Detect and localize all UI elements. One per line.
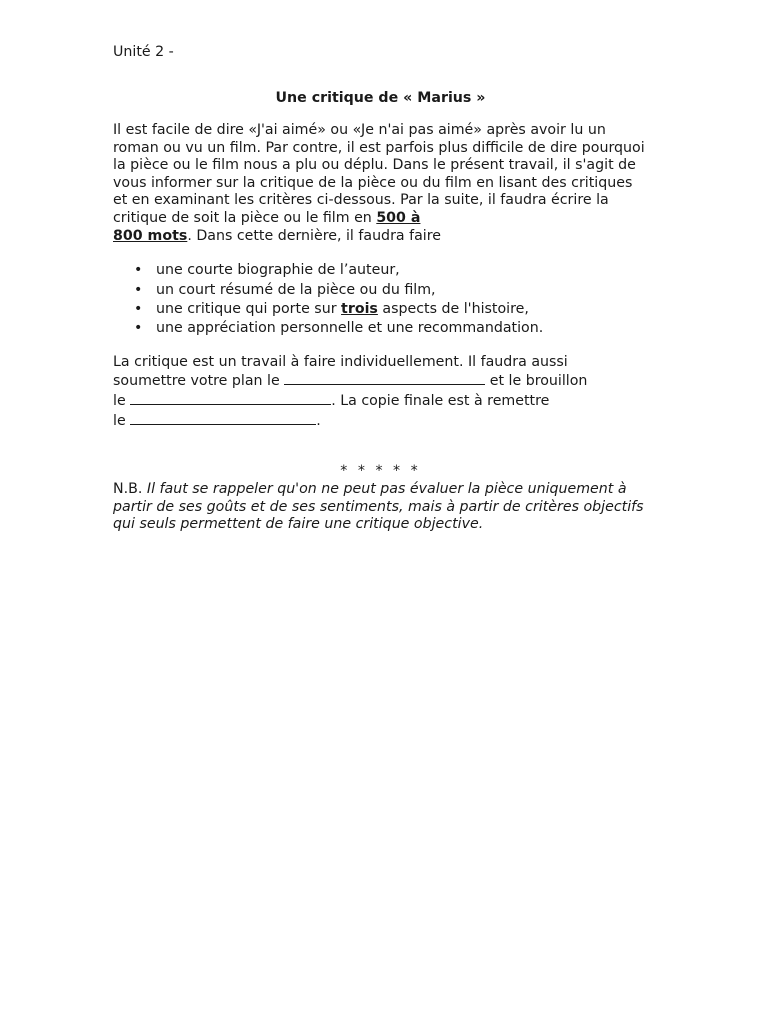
plan-text-end: et le brouillon <box>485 373 588 390</box>
separator-stars: * * * * * <box>340 463 421 480</box>
list-item <box>134 300 648 319</box>
draft-text-end: . La copie finale est à remettre <box>331 392 550 409</box>
intro-text-end: . Dans cette dernière, il faudra faire <box>187 227 441 244</box>
bullet-icon: • <box>134 262 143 279</box>
emphasis-trois: trois <box>341 300 378 317</box>
work-line-1: La critique est un travail à faire individuellement. Il faudra aussi <box>113 353 568 370</box>
list-item-text-end: aspects de l'histoire, <box>377 300 529 317</box>
document-title: Une critique de « Marius » <box>275 90 486 106</box>
document-page <box>113 44 648 534</box>
bullet-icon: • <box>134 320 143 337</box>
unit-label: Unité 2 - <box>113 44 174 60</box>
list-item <box>134 319 648 338</box>
list-item <box>134 281 648 300</box>
draft-text: le <box>113 392 131 409</box>
final-text: le <box>113 412 131 429</box>
bullet-icon: • <box>134 300 143 317</box>
list-item <box>134 261 648 280</box>
draft-date-blank[interactable] <box>130 391 331 405</box>
nb-paragraph <box>113 481 648 534</box>
nb-label: N.B. <box>113 481 147 498</box>
list-item-text: une courte biographie de l’auteur, <box>156 262 400 279</box>
plan-text: soumettre votre plan le <box>113 373 285 390</box>
intro-text: Il est facile de dire «J'ai aimé» ou «Je n'ai pas aimé» après avoir lu un roman ou vu un film. Par contre, il est parfois plus difficile de dire pourquoi la pièce ou le film nous a plu ou déplu. Dans le présent travail, il s'agit de vous informer sur la critique de la pièce ou du film en lisant des critiques et en examinant les critères ci-dessous. Par la suite, il faudra écrire la critique de soit la pièce ou le film en <box>113 122 645 226</box>
final-date-blank[interactable] <box>130 411 316 425</box>
plan-date-blank[interactable] <box>284 371 485 385</box>
list-item-text: une appréciation personnelle et une recommandation. <box>156 320 544 337</box>
list-item-text: une critique qui porte sur <box>156 300 342 317</box>
bullet-icon: • <box>134 281 143 298</box>
intro-paragraph <box>113 122 648 245</box>
criteria-list <box>113 261 648 339</box>
nb-text: Il faut se rappeler qu'on ne peut pas évaluer la pièce uniquement à partir de ses goûts et de ses sentiments, mais à partir de critères objectifs qui seuls permettent de faire une critique objective. <box>113 481 644 533</box>
work-paragraph <box>113 354 648 430</box>
word-count-start: 500 à <box>376 209 421 226</box>
word-count-end: 800 mots <box>113 227 188 244</box>
final-text-end: . <box>316 412 321 429</box>
list-item-text: un court résumé de la pièce ou du film, <box>156 281 436 298</box>
